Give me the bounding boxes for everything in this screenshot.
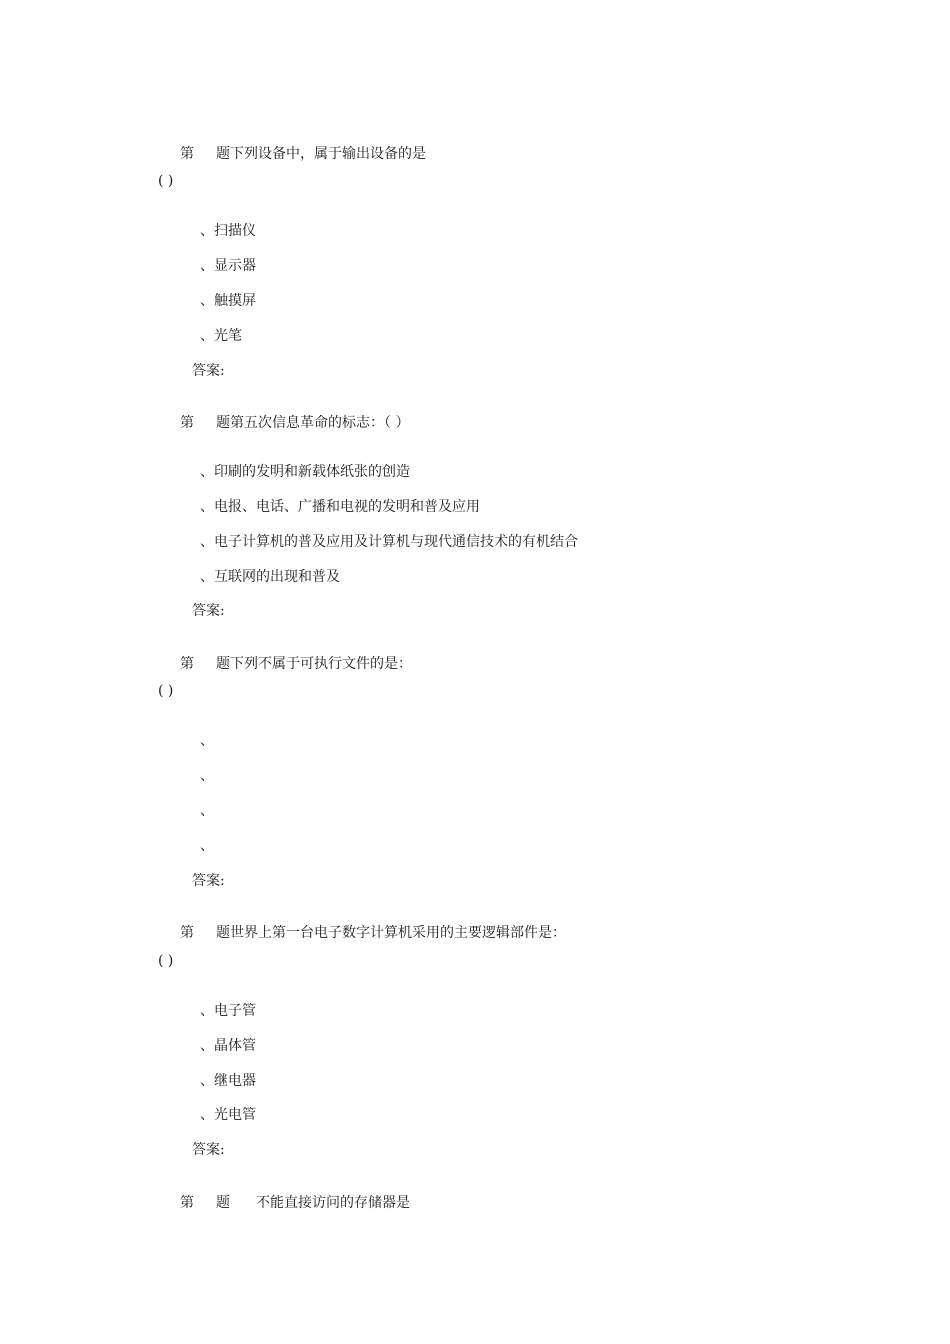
option-text: 互联网的出现和普及 [214,569,340,585]
question-1-option-c [200,292,256,310]
option-mark: 、 [200,569,214,585]
option-mark: 、 [200,803,214,819]
question-3-option-d [200,837,214,855]
option-text: 触摸屏 [214,293,256,309]
question-4-option-d [200,1106,256,1124]
question-1-text: 下列设备中，属于输出设备的是 [230,146,426,162]
question-2-prefix-di: 第 [180,415,194,431]
option-mark: 、 [200,1073,214,1089]
question-2-option-c [200,533,578,551]
question-4-heading [180,924,566,942]
option-text: 显示器 [214,258,256,274]
option-mark: 、 [200,223,214,239]
question-3-option-b [200,767,214,785]
option-text: 晶体管 [214,1038,256,1054]
option-text: 电报、电话、广播和电视的发明和普及应用 [214,499,480,515]
question-3-prefix-di: 第 [180,656,194,672]
question-4-option-b [200,1037,256,1055]
question-3-text: 下列不属于可执行文件的是： [230,656,412,672]
question-2-answer-label: 答案: [192,603,225,619]
option-text: 电子管 [214,1003,256,1019]
question-5-prefix-ti: 题 [216,1195,230,1211]
question-2-option-d [200,568,340,586]
option-mark: 、 [200,768,214,784]
question-1-paren: ( ) [158,173,174,189]
question-3-prefix-ti: 题 [216,656,230,672]
question-2-text: 第五次信息革命的标志：（ ） [230,415,410,431]
option-text: 电子计算机的普及应用及计算机与现代通信技术的有机结合 [214,534,578,550]
option-mark: 、 [200,328,214,344]
question-3-answer-label: 答案: [192,873,225,889]
question-4-text: 世界上第一台电子数字计算机采用的主要逻辑部件是： [230,925,566,941]
question-1-heading [180,145,426,163]
question-2-option-a [200,463,410,481]
question-4-option-c [200,1072,256,1090]
question-4-prefix-di: 第 [180,925,194,941]
option-mark: 、 [200,838,214,854]
question-4-paren: ( ) [158,953,174,969]
question-2-prefix-ti: 题 [216,415,230,431]
option-mark: 、 [200,464,214,480]
question-2-heading [180,414,409,432]
question-5-text: 不能直接访问的存储器是 [256,1195,410,1211]
option-mark: 、 [200,499,214,515]
question-4-answer-label: 答案: [192,1142,225,1158]
question-1-prefix-ti: 题 [216,146,230,162]
question-5-heading [180,1194,410,1212]
question-1-answer-label: 答案: [192,363,225,379]
question-1-option-d [200,327,242,345]
option-mark: 、 [200,1038,214,1054]
question-1-prefix-di: 第 [180,146,194,162]
option-text: 光笔 [214,328,242,344]
question-3-paren: ( ) [158,683,174,699]
question-1-option-b [200,257,256,275]
option-mark: 、 [200,1107,214,1123]
question-5-prefix-di: 第 [180,1195,194,1211]
question-4-option-a [200,1002,256,1020]
question-2-option-b [200,498,480,516]
option-mark: 、 [200,1003,214,1019]
question-3-option-a [200,732,214,750]
question-3-option-c [200,802,214,820]
option-mark: 、 [200,733,214,749]
option-mark: 、 [200,293,214,309]
option-mark: 、 [200,534,214,550]
option-text: 光电管 [214,1107,256,1123]
option-mark: 、 [200,258,214,274]
question-3-heading [180,655,412,673]
question-1-option-a [200,222,256,240]
option-text: 继电器 [214,1073,256,1089]
question-4-prefix-ti: 题 [216,925,230,941]
option-text: 扫描仪 [214,223,256,239]
option-text: 印刷的发明和新载体纸张的创造 [214,464,410,480]
